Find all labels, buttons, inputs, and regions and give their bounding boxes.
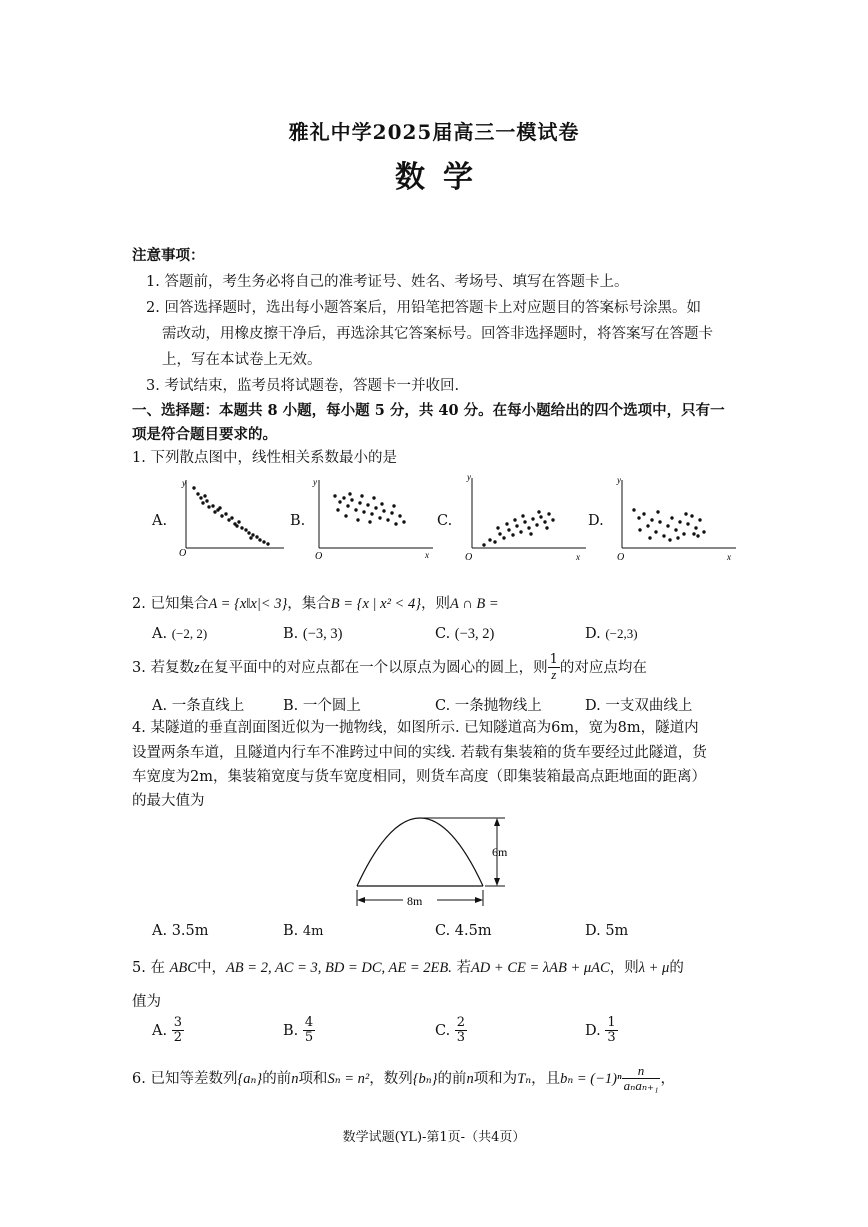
q4-option-c: C. 4.5m — [435, 923, 492, 939]
section1-line2: 项是符合题目要求的。 — [132, 426, 277, 443]
notice-item-1: 1. 答题前，考生务必将自己的准考证号、姓名、考场号、填写在答题卡上。 — [146, 274, 629, 290]
q2-stem: 2. 已知集合A = {x‖x|< 3}，集合B = {x | x² < 4}，则A ∩ B = — [132, 596, 499, 612]
q5-option-d: D. $\frac{1}{3}$ — [585, 1015, 616, 1046]
notice-item-3: 3. 考试结束，监考员将试题卷，答题卡一并收回. — [146, 378, 460, 394]
q1-c-axis-x: x — [576, 552, 580, 562]
q2-option-c: C. (−3, 2) — [435, 626, 495, 642]
notice-item-2-line1: 2. 回答选择题时，选出每小题答案后，用铅笔把答题卡上对应题目的答案标号涂黑。如 — [146, 300, 701, 316]
notice-item-2-line3: 上，写在本试卷上无效。 — [162, 352, 322, 368]
q1-stem: 1. 下列散点图中，线性相关系数最小的是 — [132, 450, 397, 466]
subject-title: 数学 — [395, 160, 491, 195]
q1-scatter-d — [612, 474, 740, 564]
q2-expr: A ∩ B = — [450, 596, 499, 612]
q1-c-points — [482, 510, 554, 546]
q4-option-b: B. 4m — [283, 923, 324, 939]
q2-set-a: A = {x‖x|< 3} — [208, 596, 288, 612]
page-footer: 数学试题(YL)-第1页-（共4页） — [342, 1130, 526, 1145]
q1-d-axis-x: x — [727, 552, 731, 562]
q4-line1: 4. 某隧道的垂直剖面图近似为一抛物线，如图所示. 已知隧道高为6m，宽为8m，隧道内 — [132, 720, 699, 736]
q4-line2: 设置两条车道，且隧道内行车不准跨过中间的实线. 若载有集装箱的货车要经过此隧道，货 — [132, 745, 707, 761]
q1-c-origin: O — [465, 552, 473, 563]
q5-line2: 值为 — [132, 994, 161, 1010]
q5-conditions: AB = 2, AC = 3, BD = DC, AE = 2EB. — [225, 960, 452, 976]
q2-option-d: D. (−2,3) — [585, 626, 638, 642]
q1-d-origin: O — [617, 552, 625, 563]
q1-c-axis-y: y — [467, 472, 471, 482]
q1-scatter-c — [460, 472, 590, 564]
q5-option-b: B. $\frac{4}{5}$ — [283, 1015, 314, 1046]
q1-a-points — [192, 486, 269, 545]
q4-line4: 的最大值为 — [132, 793, 205, 809]
q1-a-origin: O — [179, 548, 187, 558]
q1-option-d-label: D. — [588, 513, 604, 529]
q1-a-axis-y: y — [182, 478, 186, 488]
q1-b-origin: O — [315, 551, 323, 562]
q4-option-d: D. 5m — [585, 923, 629, 939]
q5-vector-eq: AD + CE = λAB + μAC — [470, 960, 610, 976]
q2-option-b: B. (−3, 3) — [283, 626, 343, 642]
q3-option-c: C. 一条抛物线上 — [435, 698, 542, 714]
q3-option-a: A. 一条直线上 — [152, 698, 245, 714]
q1-option-a-label: A. — [152, 513, 168, 529]
q4-width-label: 8m — [407, 894, 423, 908]
q3-option-d: D. 一支双曲线上 — [585, 698, 693, 714]
q4-tunnel-diagram — [345, 806, 525, 910]
q1-scatter-b — [311, 476, 436, 564]
q1-option-b-label: B. — [290, 513, 306, 529]
q6-stem: 6. 已知等差数列{aₙ}的前n项和Sₙ = n²，数列{bₙ}的前n项和为Tₙ，且bₙ = (−1)ⁿ $\frac{n}{\text{aₙaₙ₊₁}}$ ， — [132, 1063, 675, 1094]
q1-b-axis-x: x — [425, 550, 429, 560]
q4-line3: 车宽度为2m，集装箱宽度与货车宽度相同，则货车高度（即集装箱最高点距地面的距离） — [132, 769, 706, 785]
q1-b-axis-y: y — [313, 477, 317, 487]
school-title: 雅礼中学2025届高三一模试卷 — [288, 120, 580, 144]
q2-option-a: A. (−2, 2) — [152, 626, 208, 642]
q6-fraction: $\frac{n}{\text{aₙaₙ₊₁}}$ — [623, 1063, 659, 1094]
q5-stem: 5. 在 ABC中，AB = 2, AC = 3, BD = DC, AE = 2EB. 若AD + CE = λAB + μAC，则λ + μ的 — [132, 960, 684, 976]
notice-item-2-line2: 需改动，用橡皮擦干净后，再选涂其它答案标号。回答非选择题时，将答案写在答题卡 — [162, 326, 713, 342]
q4-option-a: A. 3.5m — [152, 923, 209, 939]
section1-line1: 一、选择题：本题共 8 小题，每小题 5 分，共 40 分。在每小题给出的四个选项中，只有一 — [132, 402, 725, 419]
q1-scatter-a — [172, 476, 287, 558]
q1-d-points — [632, 508, 705, 541]
q2-set-b: B = {x | x² < 4} — [330, 596, 422, 612]
q3-stem: 3. 若复数z在复平面中的对应点都在一个以原点为圆心的圆上，则 $\frac{1}{z}$ 的对应点均在 — [132, 652, 647, 683]
q5-option-c: C. $\frac{2}{3}$ — [435, 1015, 466, 1046]
q1-d-axis-y: y — [617, 475, 621, 485]
notice-heading: 注意事项： — [132, 247, 205, 264]
q1-option-c-label: C. — [437, 513, 453, 529]
q3-fraction: $\frac{1}{z}$ — [549, 652, 558, 683]
q4-height-label: 6m — [492, 845, 508, 859]
q5-option-a: A. $\frac{3}{2}$ — [152, 1015, 182, 1046]
q3-option-b: B. 一个圆上 — [283, 698, 361, 714]
q1-b-points — [333, 492, 405, 525]
